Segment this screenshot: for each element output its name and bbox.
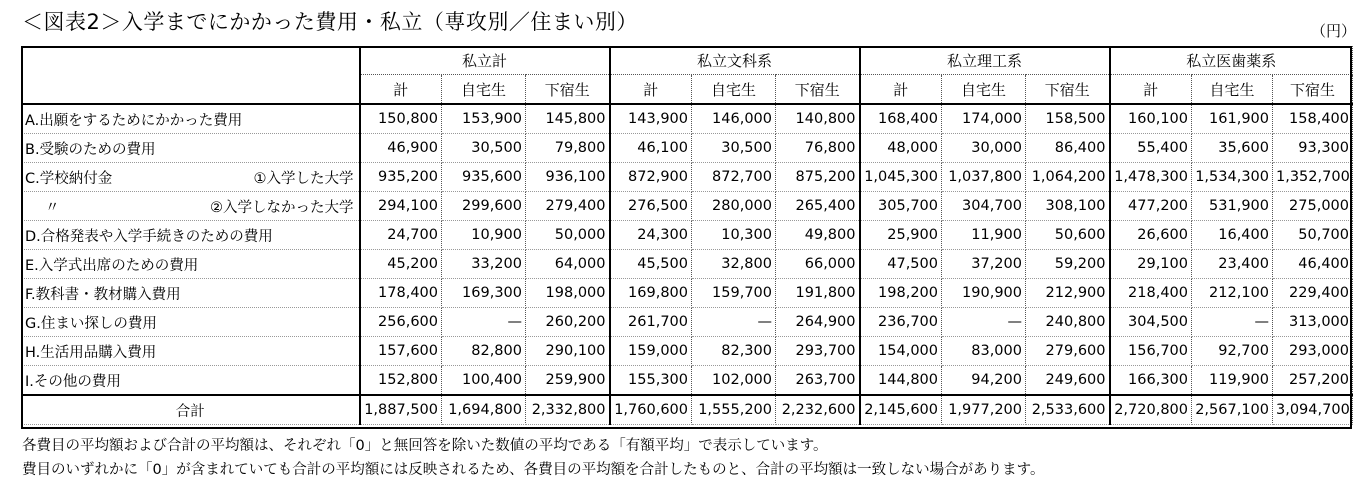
table-cell: 155,300 <box>610 366 692 396</box>
table-cell: 50,000 <box>526 221 610 250</box>
table-cell: 94,200 <box>942 366 1026 396</box>
row-label-text: A.出願をするためにかかった費用 <box>25 112 243 129</box>
table-cell: 33,200 <box>442 250 526 279</box>
table-cell: 305,700 <box>860 192 942 221</box>
table-cell: 229,400 <box>1273 279 1353 308</box>
row-label-text: 〃 <box>45 199 60 216</box>
table-cell: 166,300 <box>1110 366 1192 396</box>
expense-table <box>21 46 1353 425</box>
row-label-text: H.生活用品購入費用 <box>25 344 157 361</box>
table-row <box>22 279 1353 308</box>
table-cell: 159,000 <box>610 337 692 366</box>
table-cell: 23,400 <box>1192 250 1273 279</box>
total-cell: 2,567,100 <box>1192 395 1273 425</box>
table-cell: 259,900 <box>526 366 610 396</box>
header-corner <box>22 47 360 105</box>
table-cell: 191,800 <box>776 279 860 308</box>
table-cell: 169,300 <box>442 279 526 308</box>
table-cell: 153,900 <box>442 104 526 134</box>
table-cell: 477,200 <box>1110 192 1192 221</box>
note-line: 各費目の平均額および合計の平均額は、それぞれ「0」と無回答を除いた数値の平均である「有額平均」で表示しています。 <box>22 438 828 454</box>
table-cell: 143,900 <box>610 104 692 134</box>
table-cell: — <box>442 308 526 337</box>
table-cell: 236,700 <box>860 308 942 337</box>
table-cell: 150,800 <box>360 104 442 134</box>
table-cell: 154,000 <box>860 337 942 366</box>
table-cell: 45,200 <box>360 250 442 279</box>
total-cell: 1,887,500 <box>360 395 442 425</box>
row-label <box>22 134 360 163</box>
table-cell: 30,000 <box>942 134 1026 163</box>
notes <box>22 434 1044 482</box>
table-cell: 59,200 <box>1026 250 1110 279</box>
table-cell: 1,534,300 <box>1192 163 1273 192</box>
table-cell: 265,400 <box>776 192 860 221</box>
table-cell: 178,400 <box>360 279 442 308</box>
table-cell: 156,700 <box>1110 337 1192 366</box>
total-cell: 1,694,800 <box>442 395 526 425</box>
total-label: 合計 <box>22 395 360 425</box>
table-cell: 146,000 <box>692 104 776 134</box>
column-header: 自宅生 <box>1192 75 1273 105</box>
table-cell: 50,700 <box>1273 221 1353 250</box>
group-header: 私立計 <box>360 47 610 75</box>
table-cell: 1,478,300 <box>1110 163 1192 192</box>
table-cell: 86,400 <box>1026 134 1110 163</box>
table-cell: 25,900 <box>860 221 942 250</box>
table-row <box>22 104 1353 134</box>
table-cell: 240,800 <box>1026 308 1110 337</box>
row-label <box>22 192 360 221</box>
table-row <box>22 250 1353 279</box>
row-label <box>22 250 360 279</box>
row-label-text: D.合格発表や入学手続きのための費用 <box>25 228 273 245</box>
table-cell: 92,700 <box>1192 337 1273 366</box>
column-header: 計 <box>360 75 442 105</box>
table-row <box>22 221 1353 250</box>
table-cell: 64,000 <box>526 250 610 279</box>
row-label <box>22 163 360 192</box>
table-cell: 1,037,800 <box>942 163 1026 192</box>
table-cell: 79,800 <box>526 134 610 163</box>
table-cell: 152,800 <box>360 366 442 396</box>
table-cell: 256,600 <box>360 308 442 337</box>
column-header: 下宿生 <box>526 75 610 105</box>
table-row <box>22 308 1353 337</box>
table-cell: 46,400 <box>1273 250 1353 279</box>
table-cell: 257,200 <box>1273 366 1353 396</box>
group-header: 私立理工系 <box>860 47 1110 75</box>
table-cell: 55,400 <box>1110 134 1192 163</box>
table-cell: 168,400 <box>860 104 942 134</box>
table-cell: 299,600 <box>442 192 526 221</box>
table-cell: 308,100 <box>1026 192 1110 221</box>
total-row <box>22 395 1353 425</box>
note-line: 費目のいずれかに「0」が含まれていても合計の平均額には反映されるため、各費目の平均額を合計したものと、合計の平均額は一致しない場合があります。 <box>22 462 1045 478</box>
table-cell: 169,800 <box>610 279 692 308</box>
row-label-text: C.学校納付金 <box>25 170 113 187</box>
table-cell: 158,400 <box>1273 104 1353 134</box>
table-cell: 935,200 <box>360 163 442 192</box>
table-cell: 1,352,700 <box>1273 163 1353 192</box>
table-cell: 218,400 <box>1110 279 1192 308</box>
table-cell: 936,100 <box>526 163 610 192</box>
table-cell: 198,000 <box>526 279 610 308</box>
table-cell: 48,000 <box>860 134 942 163</box>
row-label <box>22 366 360 396</box>
table-cell: — <box>1192 308 1273 337</box>
table-cell: 35,600 <box>1192 134 1273 163</box>
table-cell: 260,200 <box>526 308 610 337</box>
table-cell: 66,000 <box>776 250 860 279</box>
table-cell: 37,200 <box>942 250 1026 279</box>
table-cell: 82,800 <box>442 337 526 366</box>
table-cell: 119,900 <box>1192 366 1273 396</box>
table-cell: 30,500 <box>692 134 776 163</box>
table-cell: 313,000 <box>1273 308 1353 337</box>
table-cell: 46,900 <box>360 134 442 163</box>
table-cell: 935,600 <box>442 163 526 192</box>
table-cell: 249,600 <box>1026 366 1110 396</box>
table-cell: 45,500 <box>610 250 692 279</box>
table-cell: 32,800 <box>692 250 776 279</box>
column-header: 自宅生 <box>942 75 1026 105</box>
table-cell: 304,700 <box>942 192 1026 221</box>
table-cell: 264,900 <box>776 308 860 337</box>
table-row <box>22 163 1353 192</box>
table-cell: 161,900 <box>1192 104 1273 134</box>
table-row <box>22 134 1353 163</box>
row-label-text: B.受験のための費用 <box>25 141 156 158</box>
row-label <box>22 221 360 250</box>
table-cell: 174,000 <box>942 104 1026 134</box>
table-cell: 102,000 <box>692 366 776 396</box>
table-cell: 294,100 <box>360 192 442 221</box>
table-cell: 26,600 <box>1110 221 1192 250</box>
table-cell: 100,400 <box>442 366 526 396</box>
table-cell: 47,500 <box>860 250 942 279</box>
table-cell: 872,900 <box>610 163 692 192</box>
table-cell: 276,500 <box>610 192 692 221</box>
total-cell: 2,332,800 <box>526 395 610 425</box>
table-cell: 293,000 <box>1273 337 1353 366</box>
column-header: 計 <box>610 75 692 105</box>
table-cell: 275,000 <box>1273 192 1353 221</box>
table-cell: 157,600 <box>360 337 442 366</box>
table-cell: 261,700 <box>610 308 692 337</box>
table-cell: 24,300 <box>610 221 692 250</box>
column-header: 下宿生 <box>1026 75 1110 105</box>
table-cell: 93,300 <box>1273 134 1353 163</box>
table-cell: 212,100 <box>1192 279 1273 308</box>
table-cell: 159,700 <box>692 279 776 308</box>
row-label-text: I.その他の費用 <box>25 373 121 390</box>
table-cell: 82,300 <box>692 337 776 366</box>
table-cell: 198,200 <box>860 279 942 308</box>
table-cell: 280,000 <box>692 192 776 221</box>
table-cell: 1,064,200 <box>1026 163 1110 192</box>
table-cell: 1,045,300 <box>860 163 942 192</box>
total-cell: 2,720,800 <box>1110 395 1192 425</box>
table-row <box>22 337 1353 366</box>
table-cell: 279,600 <box>1026 337 1110 366</box>
table-cell: 50,600 <box>1026 221 1110 250</box>
group-header-row <box>22 47 1353 75</box>
table-cell: 293,700 <box>776 337 860 366</box>
total-cell: 2,145,600 <box>860 395 942 425</box>
table-cell: 263,700 <box>776 366 860 396</box>
table-cell: 29,100 <box>1110 250 1192 279</box>
total-cell: 1,760,600 <box>610 395 692 425</box>
table-row <box>22 192 1353 221</box>
table-cell: 190,900 <box>942 279 1026 308</box>
table-cell: 10,300 <box>692 221 776 250</box>
row-sublabel: ①入学した大学 <box>253 170 354 187</box>
table-cell: 30,500 <box>442 134 526 163</box>
table-cell: 212,900 <box>1026 279 1110 308</box>
table-row <box>22 366 1353 396</box>
total-cell: 2,533,600 <box>1026 395 1110 425</box>
table-cell: 10,900 <box>442 221 526 250</box>
total-cell: 1,555,200 <box>692 395 776 425</box>
table-cell: — <box>692 308 776 337</box>
table-cell: 49,800 <box>776 221 860 250</box>
page-title: ＜図表2＞入学までにかかった費用・私立（専攻別／住まい別） <box>22 10 638 34</box>
row-label-text: F.教科書・教材購入費用 <box>25 286 181 303</box>
row-label <box>22 337 360 366</box>
column-header: 下宿生 <box>776 75 860 105</box>
table-cell: 872,700 <box>692 163 776 192</box>
table-cell: 158,500 <box>1026 104 1110 134</box>
table-cell: 11,900 <box>942 221 1026 250</box>
table-cell: 16,400 <box>1192 221 1273 250</box>
table-cell: 145,800 <box>526 104 610 134</box>
row-label-text: E.入学式出席のための費用 <box>25 257 199 274</box>
column-header: 自宅生 <box>442 75 526 105</box>
table-cell: 140,800 <box>776 104 860 134</box>
column-header: 計 <box>1110 75 1192 105</box>
column-header: 計 <box>860 75 942 105</box>
table-cell: 83,000 <box>942 337 1026 366</box>
table-cell: 144,800 <box>860 366 942 396</box>
group-header: 私立医歯薬系 <box>1110 47 1353 75</box>
row-label <box>22 308 360 337</box>
total-cell: 3,094,700 <box>1273 395 1353 425</box>
table-cell: 304,500 <box>1110 308 1192 337</box>
table-cell: 531,900 <box>1192 192 1273 221</box>
table-cell: 279,400 <box>526 192 610 221</box>
table-cell: 875,200 <box>776 163 860 192</box>
total-cell: 2,232,600 <box>776 395 860 425</box>
column-header: 自宅生 <box>692 75 776 105</box>
table-cell: 24,700 <box>360 221 442 250</box>
table-cell: 160,100 <box>1110 104 1192 134</box>
table-cell: 290,100 <box>526 337 610 366</box>
row-sublabel: ②入学しなかった大学 <box>210 199 354 216</box>
column-header: 下宿生 <box>1273 75 1353 105</box>
row-label-text: G.住まい探しの費用 <box>25 315 157 332</box>
table-cell: — <box>942 308 1026 337</box>
group-header: 私立文科系 <box>610 47 860 75</box>
table-cell: 76,800 <box>776 134 860 163</box>
unit-label: （円） <box>1310 22 1356 40</box>
table-cell: 46,100 <box>610 134 692 163</box>
row-label <box>22 104 360 134</box>
total-cell: 1,977,200 <box>942 395 1026 425</box>
row-label <box>22 279 360 308</box>
